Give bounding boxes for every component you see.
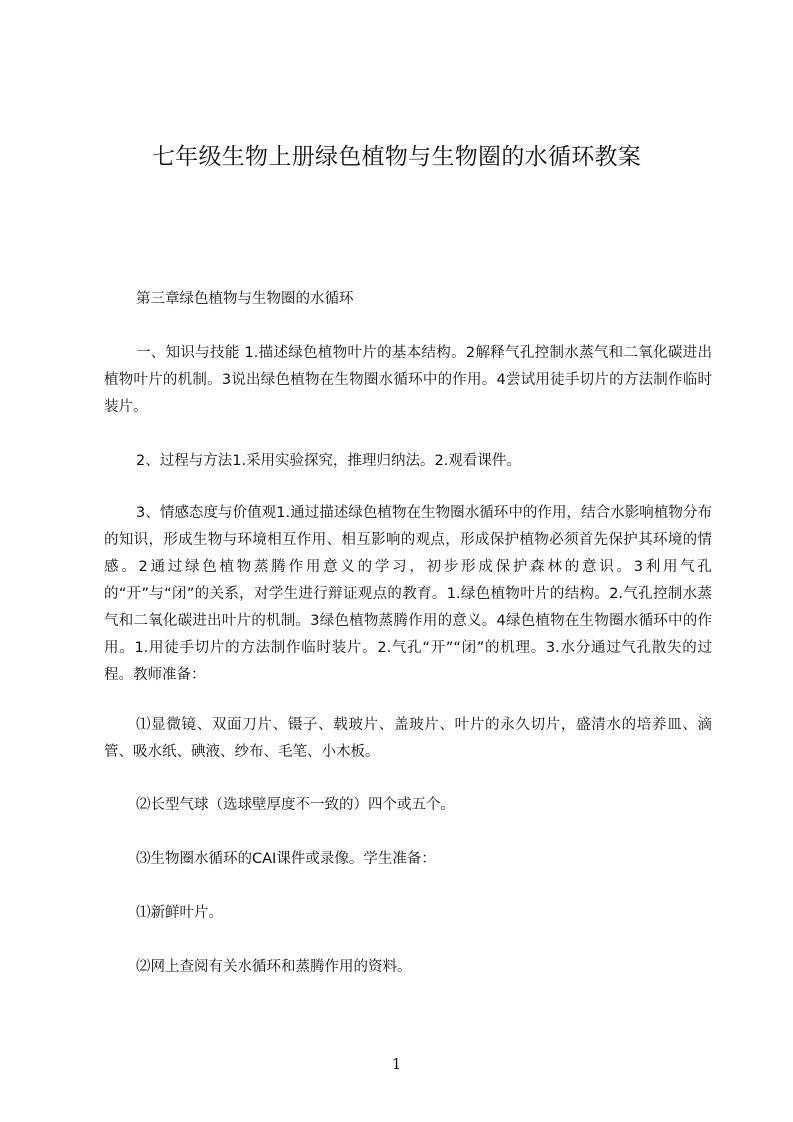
page-number: 1 [391,1055,402,1073]
paragraph-teacher-prep-1: ⑴显微镜、双面刀片、镊子、载玻片、盖玻片、叶片的永久切片，盛清水的培养皿、滴管、吸水纸、碘液、纱布、毛笔、小木板。 [104,717,712,760]
paragraph-teacher-prep-3: ⑶生物圈水循环的CAI课件或录像。学生准备： [136,851,436,867]
chapter-heading: 第三章绿色植物与生物圈的水循环 [136,291,354,307]
paragraph-emotion-values: 3、情感态度与价值观1.通过描述绿色植物在生物圈水循环中的作用，结合水影响植物分布的知识，形成生物与环境相互作用、相互影响的观点，形成保护植物必须首先保护其环境的情感。2通过绿色植物蒸腾作用意义的学习，初步形成保护森林的意识。3利用气孔的“开”与“闭”的关系，对学生进行辩证观点的教育。1.绿色植物叶片的结构。2.气孔控制水蒸气和二氧化碳进出叶片的机制。3绿色植物蒸腾作用的意义。4绿色植物在生物圈水循环中的作用。1.用徒手切片的方法制作临时装片。2.气孔“开”“闭”的机理。3.水分通过气孔散失的过程。教师准备： [104,505,712,683]
paragraph-process-methods: 2、过程与方法1.采用实验探究，推理归纳法。2.观看课件。 [136,453,521,469]
paragraph-knowledge-skills: 一、知识与技能 1.描述绿色植物叶片的基本结构。2解释气孔控制水蒸气和二氧化碳进出植物叶片的机制。3说出绿色植物在生物圈水循环中的作用。4尝试用徒手切片的方法制作临时装片。 [104,345,712,415]
paragraph-teacher-prep-2: ⑵长型气球（选球壁厚度不一致的）四个或五个。 [136,797,455,813]
paragraph-student-prep-2: ⑵网上查阅有关水循环和蒸腾作用的资料。 [136,959,412,975]
paragraph-student-prep-1: ⑴新鲜叶片。 [136,905,223,921]
document-title: 七年级生物上册绿色植物与生物圈的水循环教案 [151,144,642,170]
